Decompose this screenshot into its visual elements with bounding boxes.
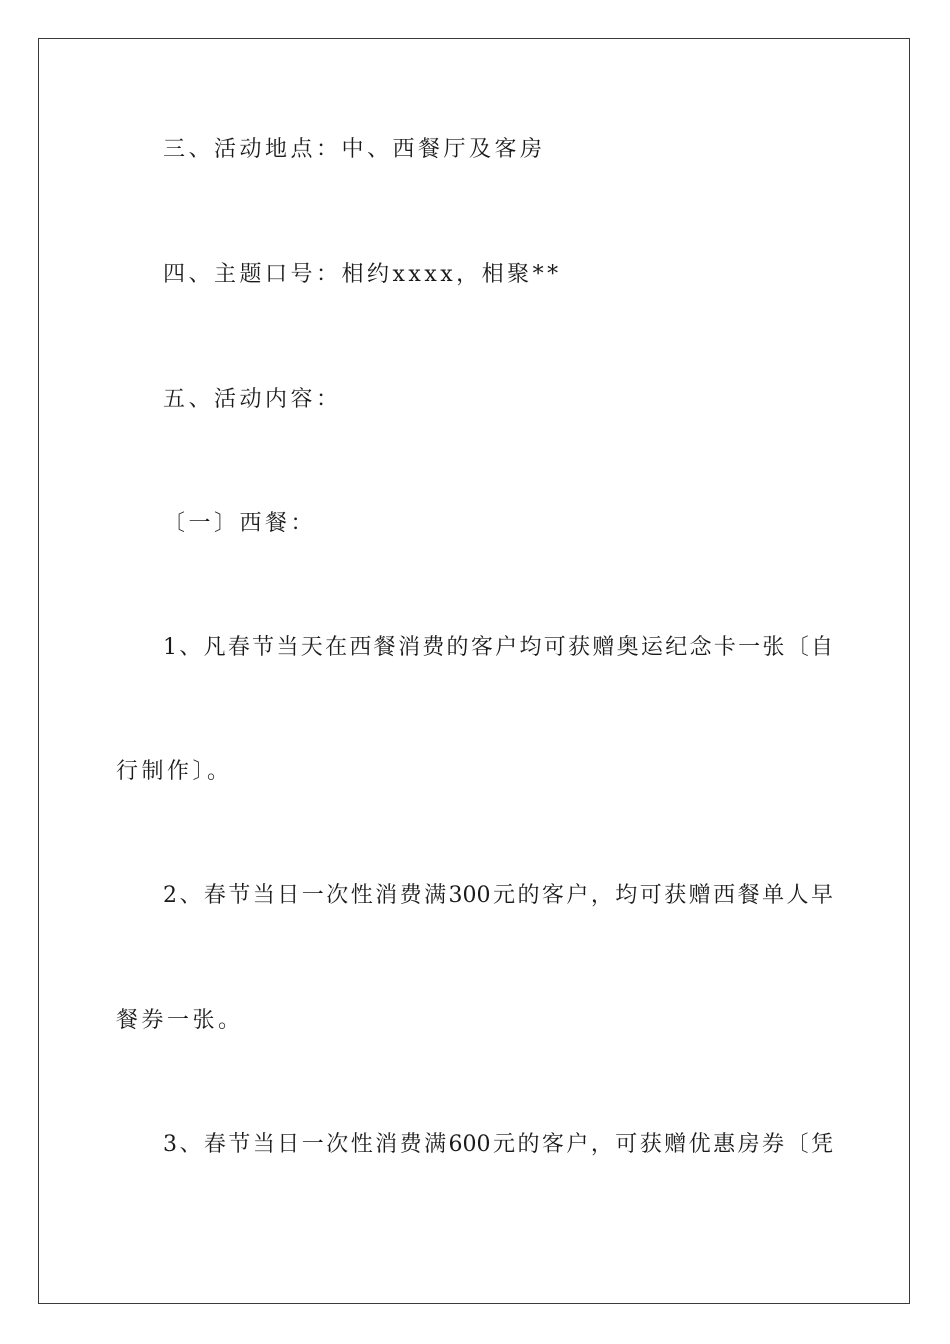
item-1-line-2: 行制作〕。 — [116, 759, 233, 784]
item-2-line-1: 2、春节当日一次性消费满300元的客户，均可获赠西餐单人早 — [163, 883, 833, 908]
section-slogan: 四、主题口号：相约xxxx，相聚** — [163, 262, 562, 287]
section-venue: 三、活动地点：中、西餐厅及客房 — [163, 137, 546, 162]
page-border — [38, 38, 910, 1304]
section-content-heading: 五、活动内容： — [163, 387, 342, 412]
item-1-line-1: 1、凡春节当天在西餐消费的客户均可获赠奥运纪念卡一张〔自 — [163, 635, 833, 660]
subsection-western-dining: 〔一〕西餐： — [163, 511, 317, 536]
item-3-line-1: 3、春节当日一次性消费满600元的客户，可获赠优惠房券〔凭 — [163, 1132, 833, 1157]
item-2-line-2: 餐券一张。 — [116, 1008, 244, 1033]
